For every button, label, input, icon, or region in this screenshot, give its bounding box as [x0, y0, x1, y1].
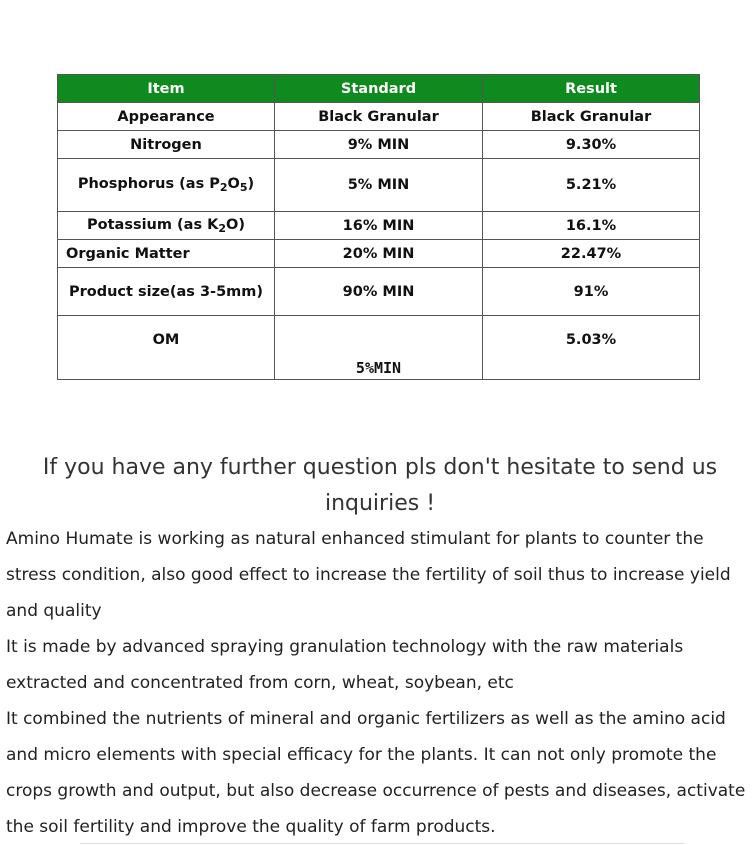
spec-table [57, 74, 700, 380]
cell-standard: 16% MIN [275, 212, 483, 240]
cell-result: 91% [483, 268, 700, 316]
subscript: 2 [219, 181, 228, 194]
table-row [58, 131, 700, 159]
cell-result: 5.21% [483, 159, 700, 212]
table-row [58, 240, 700, 268]
header-result: Result [483, 75, 700, 103]
cell-item [58, 159, 275, 212]
cell-item: Nitrogen [58, 131, 275, 159]
table-row [58, 268, 700, 316]
item-text: O [227, 176, 240, 192]
cell-item: Product size(as 3-5mm) [58, 268, 275, 316]
cell-standard: 90% MIN [275, 268, 483, 316]
cell-item: Appearance [58, 103, 275, 131]
cell-result: 9.30% [483, 131, 700, 159]
item-text: ) [247, 176, 255, 192]
description-paragraph: It is made by advanced spraying granulation technology with the raw materials extracted and concentrated from corn, wheat, soybean, etc [6, 637, 684, 693]
description-paragraph: Amino Humate is working as natural enhanced stimulant for plants to counter the stress condition, also good effect to increase the fertility of soil thus to increase yield and quality [6, 529, 731, 621]
item-text: Potassium (as K [87, 216, 219, 233]
table-row [58, 212, 700, 240]
divider [80, 843, 684, 844]
table-row [58, 103, 700, 131]
table-row [58, 316, 700, 380]
item-text: O) [226, 216, 245, 233]
cell-result: 16.1% [483, 212, 700, 240]
table-row [58, 159, 700, 212]
inquiry-heading: If you have any further question pls don't hesitate to send us inquiries ! [42, 455, 718, 516]
cell-standard: 9% MIN [275, 131, 483, 159]
cell-standard: 20% MIN [275, 240, 483, 268]
cell-standard: Black Granular [275, 103, 483, 131]
header-standard: Standard [275, 75, 483, 103]
cell-result: 22.47% [483, 240, 700, 268]
cell-standard: 5%MIN [275, 316, 483, 380]
cell-result: Black Granular [483, 103, 700, 131]
cell-result: 5.03% [483, 316, 700, 380]
cell-item: OM [58, 316, 275, 380]
subscript: 2 [218, 221, 227, 235]
cell-item: Organic Matter [58, 240, 275, 268]
table-header [58, 75, 700, 103]
product-description [6, 521, 754, 845]
subscript: 5 [239, 181, 248, 194]
item-text: Phosphorus (as P [77, 176, 220, 192]
cell-item [58, 212, 275, 240]
header-item: Item [58, 75, 275, 103]
cell-standard: 5% MIN [275, 159, 483, 212]
description-paragraph: It combined the nutrients of mineral and organic fertilizers as well as the amino acid and micro elements with special efficacy for the plants. It can not only promote the crops growth and output, but also decrease occurrence of pests and diseases, activate the soil fertility and improve the quality of farm products. [6, 709, 746, 837]
